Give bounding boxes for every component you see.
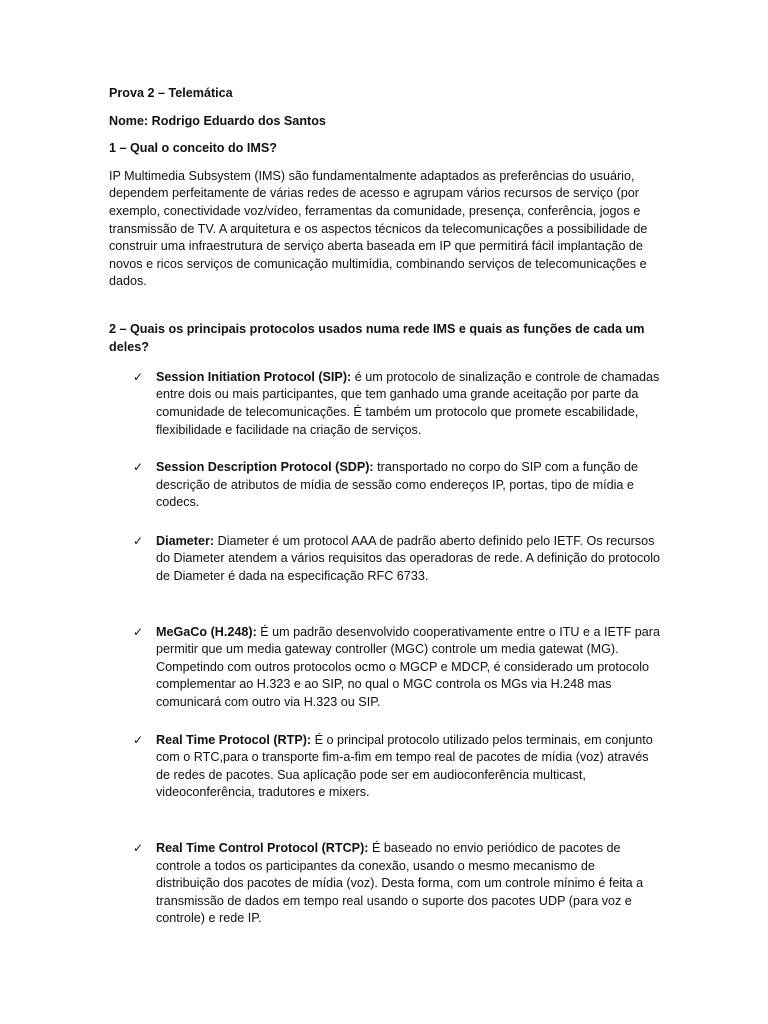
question-1: 1 – Qual o conceito do IMS?: [109, 141, 277, 156]
list-item: [109, 624, 661, 712]
protocol-term: MeGaCo (H.248):: [156, 624, 257, 639]
answer-1: IP Multimedia Subsystem (IMS) são fundamentalmente adaptados as preferências do usuário, dependem perfeitamente de várias redes de acesso e agrupam vários recursos de serviço (por exemplo, conectividade voz/vídeo, ferramentas da comunidade, presença, conferência, jogos e transmissão de TV. A arquitetura e os aspectos técnicos da telecomunicações a possibilidade de construir uma infraestrutura de serviço aberta baseada em IP que permitirá fácil implantação de novos e ricos serviços de comunicação multimídia, combinando serviços de telecomunicações e dados.: [109, 168, 648, 289]
document-page: [109, 85, 661, 928]
student-name: Nome: Rodrigo Eduardo dos Santos: [109, 113, 326, 128]
protocol-term: Session Initiation Protocol (SIP):: [156, 369, 352, 384]
list-item: [109, 732, 661, 802]
checkmark-icon: ✓: [133, 369, 144, 384]
checkmark-icon: ✓: [133, 732, 144, 747]
protocol-list: [109, 369, 661, 928]
protocol-description: É o principal protocolo utilizado pelos terminais, em conjunto com o RTC,para o transporte fim-a-fim em tempo real de pacotes de mídia (voz) através de redes de pacotes. Sua aplicação pode ser em audioconferência multicast, videoconferência, tradutores e mixers.: [156, 732, 653, 800]
exam-title: Prova 2 – Telemática: [109, 86, 233, 100]
checkmark-icon: ✓: [133, 533, 144, 548]
question-2: 2 – Quais os principais protocolos usados numa rede IMS e quais as funções de cada um deles?: [109, 321, 645, 354]
protocol-term: Real Time Protocol (RTP):: [156, 732, 312, 747]
protocol-description: É baseado no envio periódico de pacotes de controle a todos os participantes da conexão, usando o mesmo mecanismo de distribuição dos pacotes de mídia (voz). Desta forma, com um controle mínimo é feita a transmissão de dados em tempo real usando o suporte dos pacotes UDP (para voz e controle) e rede IP.: [156, 841, 644, 926]
protocol-description: transportado no corpo do SIP com a função de descrição de atributos de mídia de sessão como endereços IP, portas, tipo de mídia e codecs.: [156, 460, 639, 510]
list-item: [109, 840, 661, 928]
checkmark-icon: ✓: [133, 841, 144, 855]
protocol-description: Diameter é um protocol AAA de padrão aberto definido pelo IETF. Os recursos do Diameter atendem a vários requisitos das operadoras de rede. A definição do protocolo de Diameter é dada na especificação RFC 6733.: [156, 533, 661, 584]
list-item: [109, 533, 661, 586]
list-item: [109, 459, 661, 512]
list-item: [109, 369, 661, 439]
protocol-term: Diameter:: [156, 533, 215, 548]
protocol-description: É um padrão desenvolvido cooperativamente entre o ITU e a IETF para permitir que um media gateway controller (MGC) controle um media gatewat (MG). Competindo com outros protocolos ocmo o MGCP e MDCP, é considerado um protocolo complementar ao H.323 e ao SIP, no qual o MGC controla os MGs via H.248 mas comunicará com outro via H.323 ou SIP.: [156, 624, 660, 710]
protocol-term: Session Description Protocol (SDP):: [156, 460, 374, 475]
checkmark-icon: ✓: [133, 460, 144, 475]
protocol-description: é um protocolo de sinalização e controle de chamadas entre dois ou mais participantes, que tem ganhado uma grande aceitação por parte da comunidade de telecomunicações. É também um protocolo que promete escabilidade, flexibilidade e facilidade na criação de serviços.: [156, 369, 660, 437]
checkmark-icon: ✓: [133, 624, 144, 639]
protocol-term: Real Time Control Protocol (RTCP):: [156, 841, 369, 855]
